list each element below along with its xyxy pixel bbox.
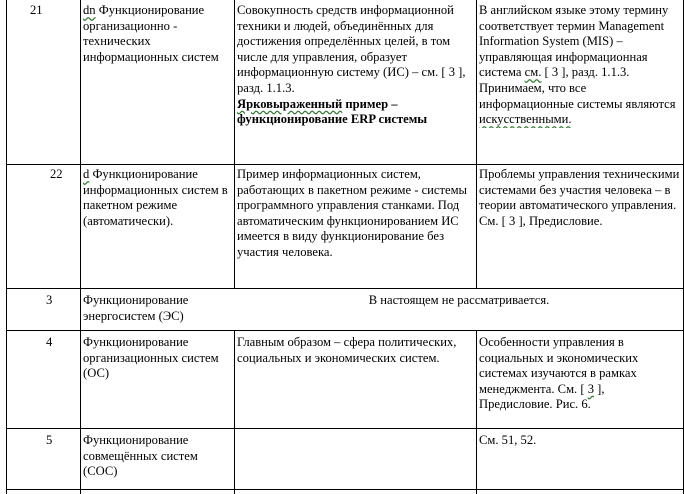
row-22-number-text: 22 xyxy=(50,167,63,181)
row-21-number xyxy=(30,3,80,19)
row-22-number xyxy=(50,167,78,183)
col-border-desc-note-bottom xyxy=(476,330,477,494)
row-3-name-text: Функционирование энергосистем (ЭС) xyxy=(83,293,189,323)
row-border-3-4 xyxy=(6,330,684,331)
row-3-merged xyxy=(235,293,683,309)
row-21-note-part2: [ 3 ], разд. 1.1.3. Принимаем, что все информационные системы являются xyxy=(479,65,676,111)
row-21-description-bold-prefix: Ярковыраженный xyxy=(237,96,343,111)
row-5-note xyxy=(479,433,681,449)
row-4-name xyxy=(83,335,233,382)
row-3-number-text: 3 xyxy=(46,293,53,307)
row-5-number xyxy=(46,433,76,449)
row-4-note xyxy=(479,335,681,413)
row-border-4-5 xyxy=(6,428,684,429)
col-border-name-desc-bottom xyxy=(234,330,235,494)
row-3-merged-text: В настоящем не рассматривается. xyxy=(368,293,550,307)
row-4-note-part1: Особенности управления в социальных и экономических системах изучаются в рамках менеджмента. См. [ xyxy=(479,335,639,396)
row-21-number-text: 21 xyxy=(30,3,43,17)
row-22-description-text: Пример информационных систем, работающих в пакетном режиме - системы программного управления станками. Под автоматическим функционированием ИС имеется в виду функционирование без участия человека. xyxy=(237,167,468,259)
row-21-name-prefix: dn xyxy=(83,3,96,17)
row-21-description-bold-rest: пример – функционирование ERP системы xyxy=(237,96,428,127)
col-border-desc-note-top xyxy=(476,0,477,288)
row-4-note-part2: ], Предисловие. Рис. 6. xyxy=(479,381,605,412)
col-border-name-desc-top xyxy=(234,0,235,288)
row-border-21-22 xyxy=(6,164,684,165)
row-21-note-cm: см. xyxy=(524,65,542,80)
row-3-name xyxy=(83,293,233,324)
row-4-name-text: Функционирование организационных систем (ОС) xyxy=(83,335,219,381)
col-border-left xyxy=(6,0,7,494)
row-22-note xyxy=(479,167,681,229)
row-21-note xyxy=(479,3,681,128)
row-22-name-text: Функционирование информационных систем в пакетном режиме (автоматически). xyxy=(83,167,228,228)
row-4-description-text: Главным образом – сфера политических, социальных и экономических систем. xyxy=(237,335,457,365)
row-21-description xyxy=(237,3,473,128)
row-21-name-text: Функционирование организационно - технических информационных систем xyxy=(83,3,219,64)
row-5-name xyxy=(83,433,233,480)
row-5-name-text: Функционирование совмещённых систем (СОС) xyxy=(83,433,198,479)
row-22-name-prefix: d xyxy=(83,167,90,181)
row-4-number-text: 4 xyxy=(46,335,53,349)
row-4-description xyxy=(237,335,473,366)
row-22-name xyxy=(83,167,233,229)
row-21-name xyxy=(83,3,233,65)
row-border-5-bottom xyxy=(6,489,684,490)
col-border-num-name xyxy=(80,0,81,494)
row-5-number-text: 5 xyxy=(46,433,53,447)
row-22-description xyxy=(237,167,473,261)
row-21-note-part1: В английском языке этому термину соответствует термин Management Information System (MIS) – управляющая информационная система xyxy=(479,3,669,80)
row-border-22-3 xyxy=(6,288,684,289)
row-4-note-ref: 3 xyxy=(587,381,594,396)
row-5-note-text: См. 51, 52. xyxy=(479,433,537,447)
row-21-note-underlined: искусственными. xyxy=(479,112,572,127)
row-3-number xyxy=(46,293,76,309)
row-21-description-text: Совокупность средств информационной техники и людей, объединённых для достижения определённых целей, в том числе для управления, образует информационную систему (ИС) – см. [ 3 ], разд. 1.1.3. xyxy=(237,3,466,95)
row-22-note-text: Проблемы управления техническими системами без участия человека – в теории автоматического управления. См. [ 3 ], Предисловие. xyxy=(479,167,680,228)
row-4-number xyxy=(46,335,76,351)
